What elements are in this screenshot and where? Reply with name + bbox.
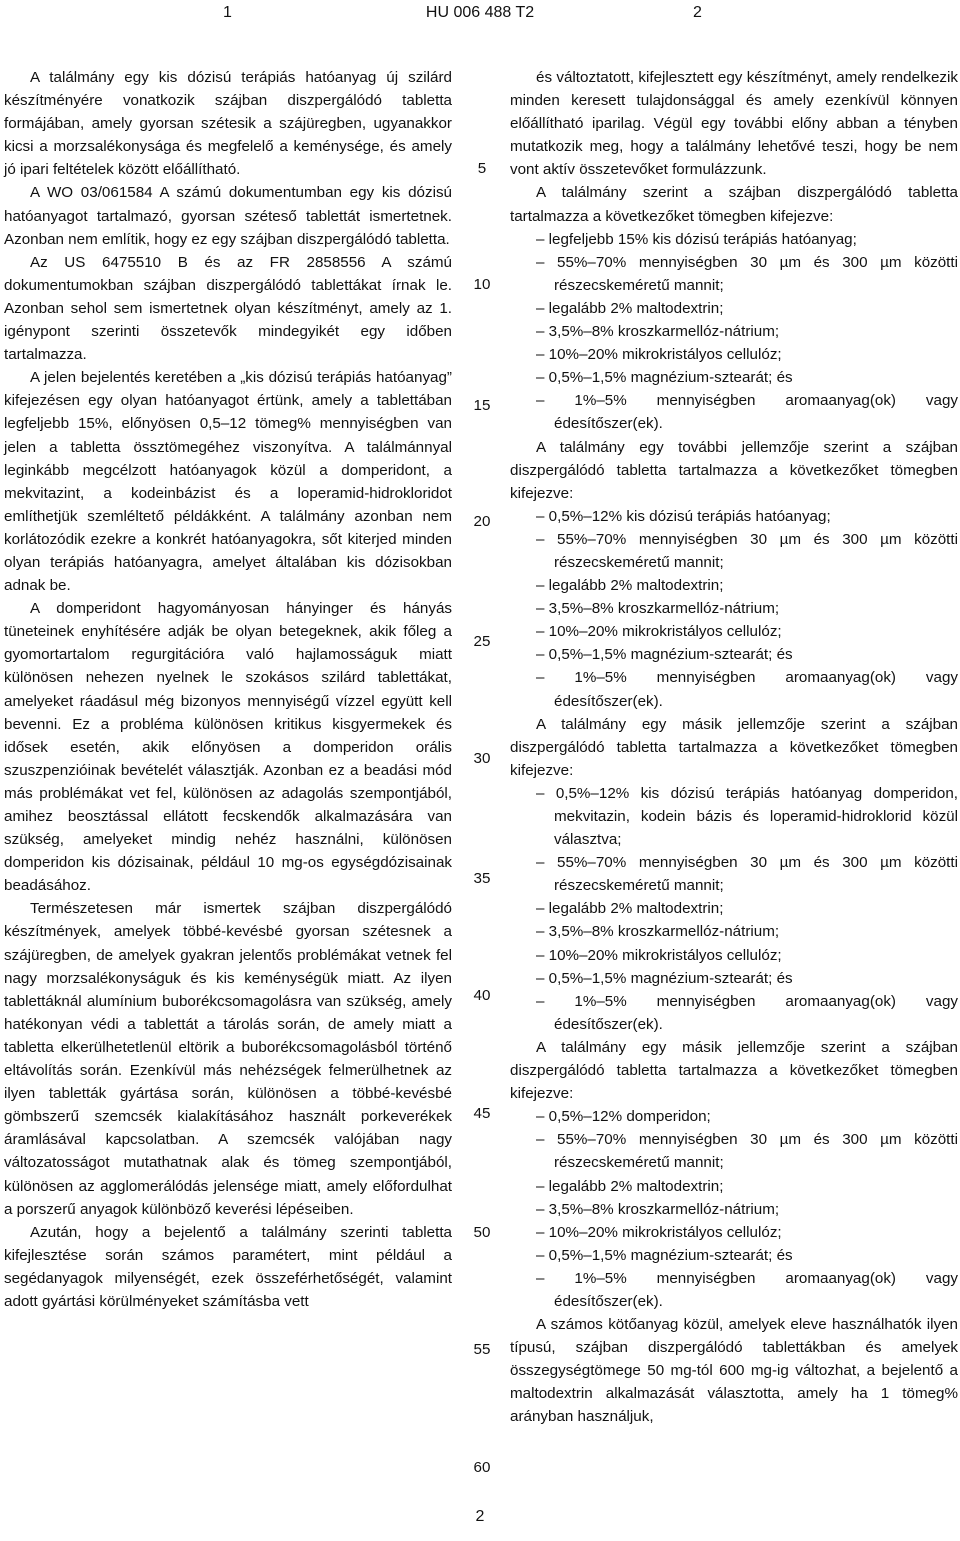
- paragraph: A domperidont hagyományosan hányinger és hányás tüneteinek enyhítésére adják be olyan betegeknek, akik főleg a gyomortartalom regurgitációra való hajlamosságuk miatt különösen nehezen nyelnek le szokásos szilárd tablettákat, amelyeket ráadásul még bizonyos mennyiségű vízzel együtt kell bevenni. Ez a probléma különösen kritikus kisgyermekek és idősek esetén, akik előnyösen a domperidon orális szuszpenzióinak bevételét választják. Azonban ez a beadási mód más problémákat vet fel, különösen az adagolás szempontjából, amihez beosztással ellátott fecskendők alkalmazására van szükség, amelyeket mindig nehéz használni, különösen domperidon kis dózisainak, például 10 mg-os egységdózisainak beadásához.: [4, 600, 452, 895]
- composition-item: – 0,5%–12% kis dózisú terápiás hatóanyag;: [536, 507, 831, 525]
- line-number: 60: [473, 1459, 491, 1476]
- composition-item: – 0,5%–1,5% magnézium-sztearát; és: [536, 1246, 793, 1264]
- composition-item: – legalább 2% maltodextrin;: [536, 577, 724, 595]
- paragraph: A WO 03/061584 A számú dokumentumban egy kis dózisú hatóanyagot tartalmazó, gyorsan széteső tablettát ismertetnek. Azonban nem említik, hogy ez egy szájban diszpergálódó tabletta.: [4, 184, 452, 248]
- composition-item: – 1%–5% mennyiségben aromaanyag(ok) vagy édesítőszer(ek).: [536, 992, 958, 1033]
- right-column: [510, 66, 958, 1429]
- composition-list: [510, 505, 958, 713]
- composition-list: [510, 1105, 958, 1313]
- composition-item: – 55%–70% mennyiségben 30 µm és 300 µm közötti részecskeméretű mannit;: [536, 1131, 958, 1172]
- composition-item: – 3,5%–8% kroszkarmellóz-nátrium;: [536, 323, 780, 341]
- composition-list: [510, 782, 958, 1036]
- paragraph: A találmány egy kis dózisú terápiás hatóanyag új szilárd készítményére vonatkozik szájban diszpergálódó tabletta formájában, amely gyorsan szétesik a szájüregben, ugyanakkor kicsi a morzsalékonysága és megfelelő a keménysége, és amely jó ipari feltételek között előállítható.: [4, 69, 452, 179]
- composition-item: – 1%–5% mennyiségben aromaanyag(ok) vagy édesítőszer(ek).: [536, 392, 958, 433]
- line-number: 25: [473, 633, 491, 650]
- page-footer-number: 2: [475, 1508, 485, 1525]
- line-number: 30: [473, 750, 491, 767]
- composition-list: [510, 228, 958, 436]
- line-number: 40: [473, 987, 491, 1004]
- composition-intro: A találmány szerint a szájban diszpergálódó tabletta tartalmazza a következőket tömegben kifejezve:: [510, 184, 958, 225]
- line-number: 5: [477, 160, 487, 177]
- left-column: [4, 66, 452, 1313]
- composition-item: – legalább 2% maltodextrin;: [536, 900, 724, 918]
- header-page-right: 2: [693, 4, 702, 21]
- composition-item: – legfeljebb 15% kis dózisú terápiás hatóanyag;: [536, 230, 857, 248]
- composition-item: – 10%–20% mikrokristályos cellulóz;: [536, 346, 782, 364]
- composition-item: – 10%–20% mikrokristályos cellulóz;: [536, 946, 782, 964]
- composition-item: – 55%–70% mennyiségben 30 µm és 300 µm közötti részecskeméretű mannit;: [536, 854, 958, 895]
- composition-intro: A találmány egy másik jellemzője szerint a szájban diszpergálódó tabletta tartalmazza a következőket tömegben kifejezve:: [510, 1038, 958, 1103]
- line-number: 35: [473, 870, 491, 887]
- line-number-gutter: [462, 0, 502, 1541]
- line-number: 10: [473, 276, 491, 293]
- composition-intro: A találmány egy további jellemzője szerint a szájban diszpergálódó tabletta tartalmazza a következőket tömegben kifejezve:: [510, 438, 958, 502]
- line-number: 20: [473, 513, 491, 530]
- composition-intro: A találmány egy másik jellemzője szerint a szájban diszpergálódó tabletta tartalmazza a következőket tömegben kifejezve:: [510, 715, 958, 779]
- composition-item: – 0,5%–12% kis dózisú terápiás hatóanyag domperidon, mekvitazin, kodein bázis és loperamid-hidroklorid közül választva;: [536, 784, 958, 849]
- line-number: 55: [473, 1341, 491, 1358]
- paragraph: Természetesen már ismertek szájban diszpergálódó készítmények, amelyek többé-kevésbé gyorsan szétesnek a szájüregben, de amelyek gyakran jelentős problémákat vetnek fel nagy morzsalékonyságuk és kis keménységük miatt. Az ilyen tablettáknál alumínium buborékcsomagolásra van szükség, amely hatékonyan védi a tablettát a tárolás során, de amely miatt a tabletta elkerülhetetlenül eltörik a buborékcsomagolásból történő eltávolítás során. Ezenkívül más nehézségek felmerülhetnek az ilyen tabletták gyártása során, különösen a többé-kevésbé gömbszerű szemcsék kialakításához használt porkeverékek áramlásával kapcsolatban. A szemcsék valójában nagy változatosságot mutathatnak alak és tömeg szempontjából, különösen az agglomerálódás jelensége miatt, amely előfordulhat a porszerű anyagok különböző keverési lépéseiben.: [4, 900, 452, 1218]
- composition-item: – 0,5%–1,5% magnézium-sztearát; és: [536, 369, 793, 387]
- paragraph: A jelen bejelentés keretében a „kis dózisú terápiás hatóanyag” kifejezésen egy olyan hatóanyagot értünk, amely a tablettában legfeljebb 15%, előnyösen 0,5–12 tömeg% mennyiségben van jelen a tabletta össztömegéhez viszonyítva. A találmánnyal leginkább megcélzott hatóanyagok közül a domperidont, a mekvitazint, a kodeinbázist és a loperamid-hidrokloridot említhetjük szemléltető példákként. A találmány azonban nem korlátozódik ezekre a konkrét hatóanyagokra, sőt kiterjed minden olyan terápiás hatóanyagra, amelyet általában kis dózisokban adnak be.: [4, 369, 452, 595]
- composition-item: – 3,5%–8% kroszkarmellóz-nátrium;: [536, 1200, 780, 1218]
- paragraph: és változtatott, kifejlesztett egy készítményt, amely rendelkezik minden keresett tulajdonsággal és amely ezenkívül könnyen előállítható iparilag. Végül egy további előny abban a tényben mutatkozik meg, hogy a találmány lehetővé teszi, hogy be nem vont aktív összetevőket formulázzunk.: [510, 69, 958, 179]
- composition-item: – 10%–20% mikrokristályos cellulóz;: [536, 623, 782, 641]
- composition-item: – 0,5%–12% domperidon;: [536, 1108, 711, 1126]
- line-number: 45: [473, 1105, 491, 1122]
- composition-item: – 0,5%–1,5% magnézium-sztearát; és: [536, 646, 793, 664]
- composition-item: – 3,5%–8% kroszkarmellóz-nátrium;: [536, 923, 780, 941]
- composition-item: – legalább 2% maltodextrin;: [536, 299, 724, 317]
- composition-item: – 0,5%–1,5% magnézium-sztearát; és: [536, 969, 793, 987]
- composition-item: – legalább 2% maltodextrin;: [536, 1177, 724, 1195]
- header-doc-id: HU 006 488 T2: [425, 4, 535, 21]
- line-number: 50: [473, 1224, 491, 1241]
- paragraph: A számos kötőanyag közül, amelyek eleve használhatók ilyen típusú, szájban diszpergálódó tablettákban és amelyek összegységtömege 50 mg-tól 600 mg-ig változhat, a bejelentő a maltodextrin alkalmazását választotta, amely ha 1 tömeg% arányban használjuk,: [510, 1316, 958, 1426]
- composition-item: – 10%–20% mikrokristályos cellulóz;: [536, 1223, 782, 1241]
- composition-item: – 1%–5% mennyiségben aromaanyag(ok) vagy édesítőszer(ek).: [536, 669, 958, 710]
- composition-item: – 55%–70% mennyiségben 30 µm és 300 µm közötti részecskeméretű mannit;: [536, 253, 958, 294]
- line-number: 15: [473, 397, 491, 414]
- paragraph: Az US 6475510 B és az FR 2858556 A számú dokumentumokban szájban diszpergálódó tablettákat írnak le. Azonban sehol sem ismertetnek olyan készítményt, amely az 1. igénypont szerinti összetevők mindegyikét egy időben tartalmazza.: [4, 253, 452, 364]
- paragraph: Azután, hogy a bejelentő a találmány szerinti tabletta kifejlesztése során számos paramétert, mint például a segédanyagok milyenségét, ezek összeférhetőségét, valamint adott gyártási körülményeket számításba vett: [4, 1223, 452, 1310]
- composition-item: – 55%–70% mennyiségben 30 µm és 300 µm közötti részecskeméretű mannit;: [536, 530, 958, 571]
- header-page-left: 1: [223, 4, 232, 21]
- composition-item: – 1%–5% mennyiségben aromaanyag(ok) vagy édesítőszer(ek).: [536, 1269, 958, 1310]
- composition-item: – 3,5%–8% kroszkarmellóz-nátrium;: [536, 600, 780, 618]
